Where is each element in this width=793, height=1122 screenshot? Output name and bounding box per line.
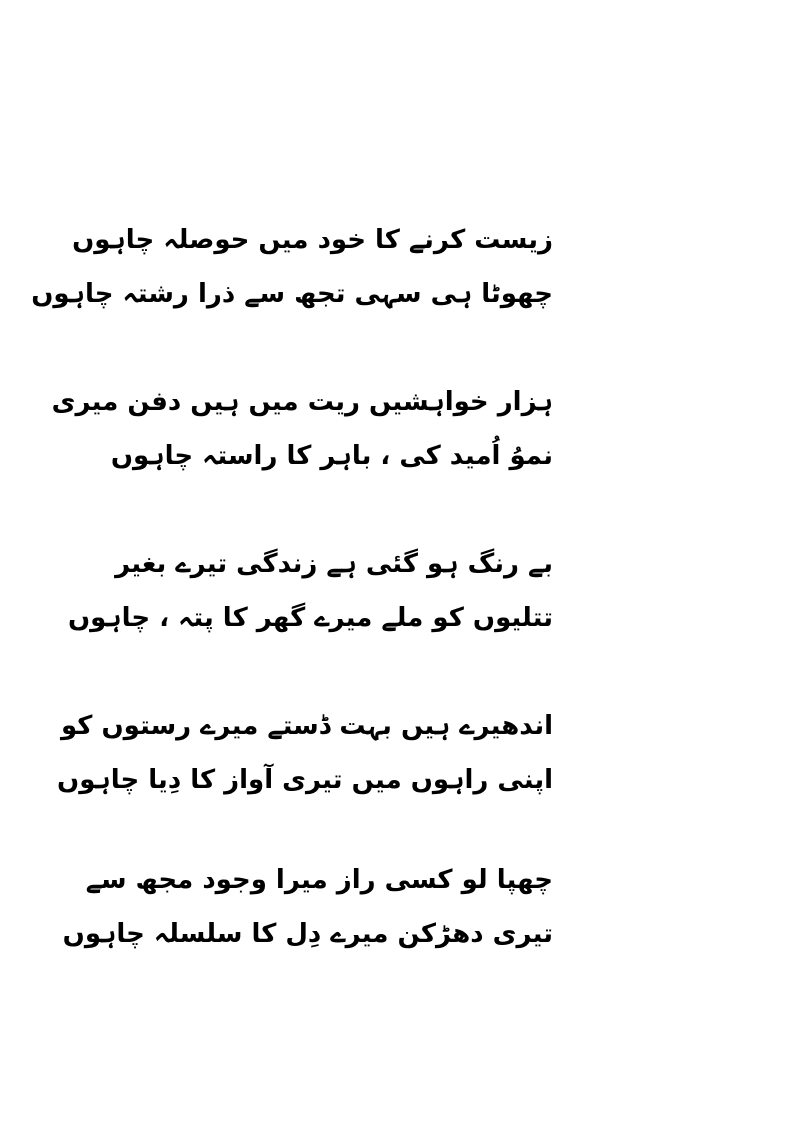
poem-line: اندھیرے ہیں بہت ڈستے میرے رستوں کو xyxy=(61,711,553,741)
poem-line: تتلیوں کو ملے میرے گھر کا پتہ ، چاہوں xyxy=(67,603,553,633)
poem-line: نموُ اُمید کی ، باہر کا راستہ چاہوں xyxy=(110,441,553,471)
poem-line: اپنی راہوں میں تیری آواز کا دِیا چاہوں xyxy=(57,765,553,795)
poem-line: بے رنگ ہو گئی ہے زندگی تیرے بغیر xyxy=(115,549,553,579)
poem-line: زیست کرنے کا خود میں حوصلہ چاہوں xyxy=(72,225,553,255)
poem-line: تیری دھڑکن میرے دِل کا سلسلہ چاہوں xyxy=(62,919,553,949)
poem-line: چھپا لو کسی راز میرا وجود مجھ سے xyxy=(85,865,553,895)
poem-line: چھوٹا ہی سہی تجھ سے ذرا رشتہ چاہوں xyxy=(31,279,553,309)
poem-line: ہزار خواہشیں ریت میں ہیں دفن میری xyxy=(51,387,553,417)
